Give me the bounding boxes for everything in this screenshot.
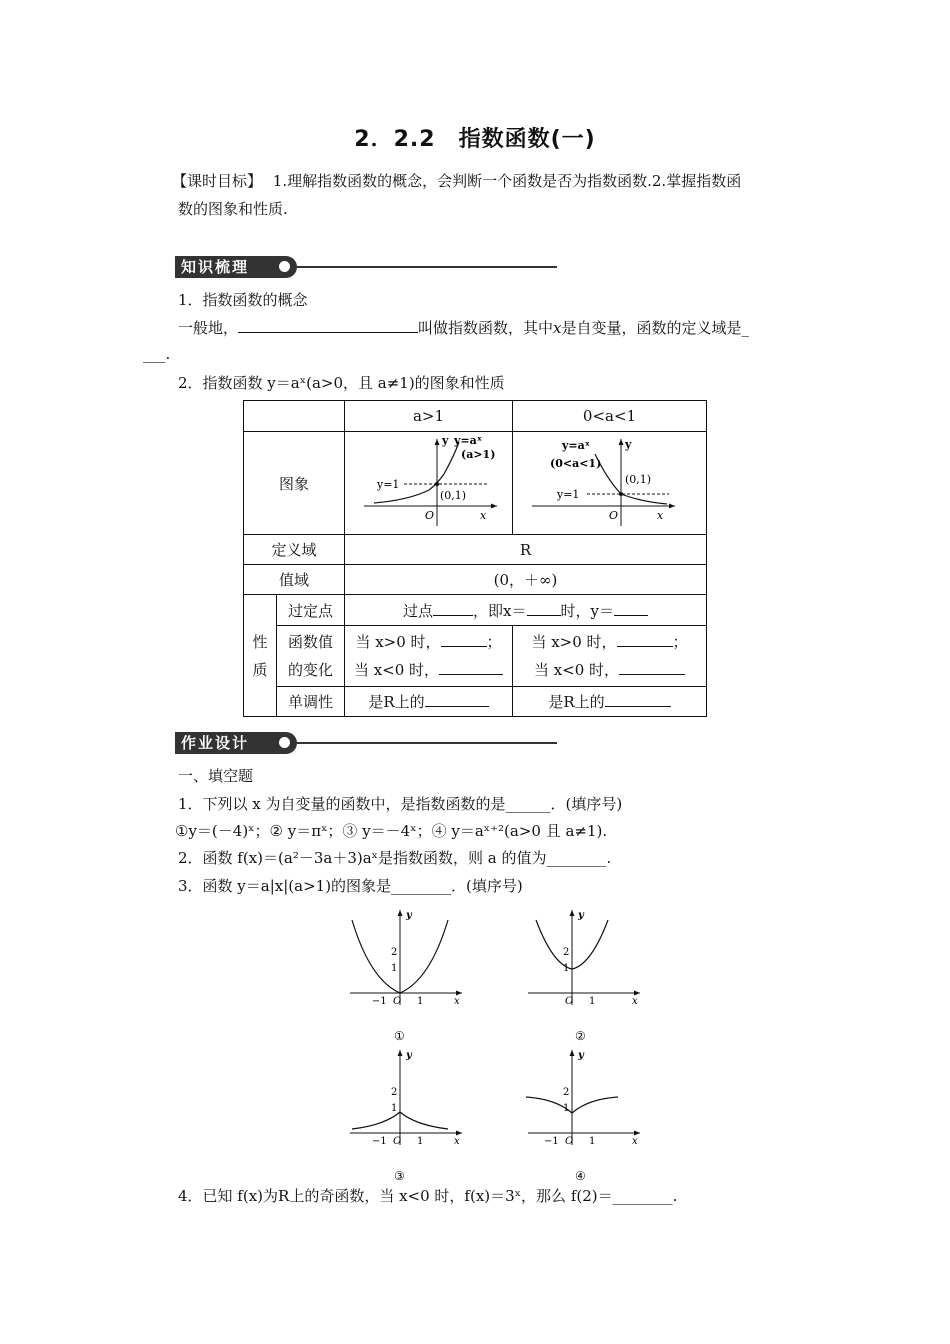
concept-var-x: x [553,319,562,337]
concept-text-d: 是自变量，函数的定义域是_ [561,319,750,337]
graph2-eq: y=aˣ [562,438,590,452]
graph2-y-label: y [625,437,632,451]
col-header-0-lt-a-lt-1: 0<a<1 [513,401,707,432]
exp-decay-graph [517,434,702,529]
blank-neg-2[interactable] [619,660,685,675]
blank-neg-1[interactable] [439,660,503,675]
graph-0-lt-a-lt-1 [513,432,707,535]
mg1-x: x [454,996,460,1007]
mini-graph-4 [526,1050,640,1183]
concept-text-b: 叫做指数函数，其中 [418,319,554,337]
concept-blank[interactable] [238,318,418,333]
row-label-range: 值域 [244,565,345,595]
mg3-tick-2: 2 [391,1087,398,1098]
mg3-o: O [393,1136,402,1147]
range-value: (0，＋∞) [345,565,707,595]
mg1-tick-neg1: −1 [372,996,387,1007]
properties-heading: 2．指数函数 y＝aˣ(a>0，且 a≠1)的图象和性质 [178,374,505,392]
mg1-tick-2: 2 [391,947,398,958]
change-label-1: 函数值 [287,633,333,651]
value-change-a-lt-1: 当 x>0 时， ； 当 x<0 时， [513,626,707,687]
graph2-cond: (0<a<1) [550,456,602,470]
mg3-label: ③ [394,1169,405,1183]
blank-pos-2[interactable] [617,632,673,647]
question-2: 2．函数 f(x)＝(a²－3a＋3)aˣ是指数函数，则 a 的值为________. [178,849,612,867]
mini-graph-2 [528,910,640,1043]
nature-char-1: 性 [252,632,268,651]
graph2-x-label: x [657,508,664,522]
question-4: 4．已知 f(x)为R上的奇函数，当 x<0 时，f(x)＝3ˣ，那么 f(2)＝________. [178,1187,678,1205]
row-label-nature [244,595,277,717]
fixed-y-blank[interactable] [614,601,648,616]
mini-graph-1 [350,910,462,1043]
mg3-tick-1: 1 [391,1103,398,1114]
section-rule [297,266,557,268]
section-rule-2 [297,742,557,744]
graph2-point: (0,1) [625,472,652,486]
page-title: 2．2.2 指数函数(一) [354,127,596,152]
mg2-label: ② [575,1029,586,1043]
properties-table [243,400,707,717]
graph2-origin: O [609,508,619,522]
mg3-tick-neg1: −1 [372,1136,387,1147]
table-corner [244,401,345,432]
question-3: 3．函数 y＝a|x|(a>1)的图象是________．(填序号) [178,877,523,895]
fixed-point-text-b: ，即 [473,601,504,620]
mini-graph-3 [350,1050,462,1183]
blank-pos-1[interactable] [441,632,487,647]
section-label: 知识梳理 [175,256,297,278]
change-label-2: 的变化 [287,661,333,679]
col-header-a-gt-1: a>1 [345,401,513,432]
part-heading: 一、填空题 [178,767,254,785]
concept-text-a: 一般地， [178,319,239,337]
mg2-x1: 1 [589,996,596,1007]
mg4-y: y [578,1050,584,1061]
mono-text-1: 是R上的 [368,693,425,711]
concept-heading: 1．指数函数的概念 [178,291,308,309]
course-goal-tag: 【课时目标】 [172,172,263,190]
mg3-y: y [406,1050,412,1061]
mg1-x1: 1 [417,996,424,1007]
mg3-x1: 1 [417,1136,424,1147]
concept-line [178,317,749,338]
question-1-options: ①y＝(－4)ˣ；② y＝πˣ；③ y＝－4ˣ；④ y＝aˣ⁺²(a>0 且 a≠1). [175,822,608,840]
mg2-y: y [578,910,584,921]
graph1-y-label: y [441,433,448,447]
graph1-cond: (a>1) [460,447,495,461]
fixed-point-text-d: 时， [560,601,591,620]
graph2-y1: y=1 [557,487,580,501]
mg4-label: ④ [575,1169,586,1183]
mg1-tick-1: 1 [391,963,398,974]
graph1-origin: O [424,508,434,522]
mono-blank-1[interactable] [425,692,489,707]
section-label-2: 作业设计 [175,732,297,754]
value-change-a-gt-1: 当 x>0 时， ； 当 x<0 时， [345,626,513,687]
when-neg-1: 当 x<0 时， [353,661,440,679]
course-goal-text-1: 1.理解指数函数的概念，会判断一个函数是否为指数函数.2.掌握指数函 [272,172,742,190]
fixed-point-text-e: y＝ [590,601,614,620]
mg2-tick-2: 2 [563,947,570,958]
fixed-point-text-a: 过点 [403,601,434,620]
row-label-value-change [277,626,345,687]
fixed-point-cell [345,595,707,626]
mono-text-2: 是R上的 [548,693,605,711]
fixed-point-text-c: x＝ [503,601,527,620]
question-1: 1．下列以 x 为自变量的函数中，是指数函数的是______．(填序号) [178,795,623,813]
when-neg-2: 当 x<0 时， [533,661,620,679]
course-goal-line-1 [172,170,741,191]
section-dot-icon-2 [279,737,290,748]
mg2-x: x [632,996,638,1007]
mg1-o: O [393,996,402,1007]
mono-a-lt-1 [513,687,707,717]
mono-blank-2[interactable] [605,692,671,707]
mg4-tick-2: 2 [563,1087,570,1098]
graph-a-gt-1 [345,432,513,535]
graph1-y1: y=1 [376,477,399,491]
graph1-x-label: x [479,508,486,522]
row-label-fixed-point: 过定点 [277,595,345,626]
mg4-x: x [632,1136,638,1147]
row-label-graph: 图象 [244,432,345,535]
course-goal-line-2: 数的图象和性质. [178,200,288,218]
when-pos-2: 当 x>0 时， [531,633,617,651]
exp-growth-graph [349,434,509,529]
fixed-point-blank[interactable] [433,601,473,616]
nature-char-2: 质 [252,660,268,679]
mg2-tick-1: 1 [563,963,570,974]
mg4-x1: 1 [589,1136,596,1147]
mg1-label: ① [394,1029,405,1043]
concept-line-cont: ___. [143,345,171,363]
graph1-point: (0,1) [439,488,466,502]
mg2-o: O [565,996,574,1007]
domain-value: R [345,535,707,565]
question-3-graphs [340,905,670,1185]
graph1-eq: y=aˣ [453,433,482,447]
when-pos-1: 当 x>0 时， [355,633,441,651]
mg4-tick-neg1: −1 [544,1136,559,1147]
fixed-x-blank[interactable] [527,601,561,616]
row-label-domain: 定义域 [244,535,345,565]
mg4-o: O [565,1136,574,1147]
section-dot-icon [279,261,290,272]
mono-a-gt-1 [345,687,513,717]
mg4-tick-1: 1 [563,1103,570,1114]
mg3-x: x [454,1136,460,1147]
mg1-y: y [406,910,412,921]
row-label-monotonicity: 单调性 [277,687,345,717]
